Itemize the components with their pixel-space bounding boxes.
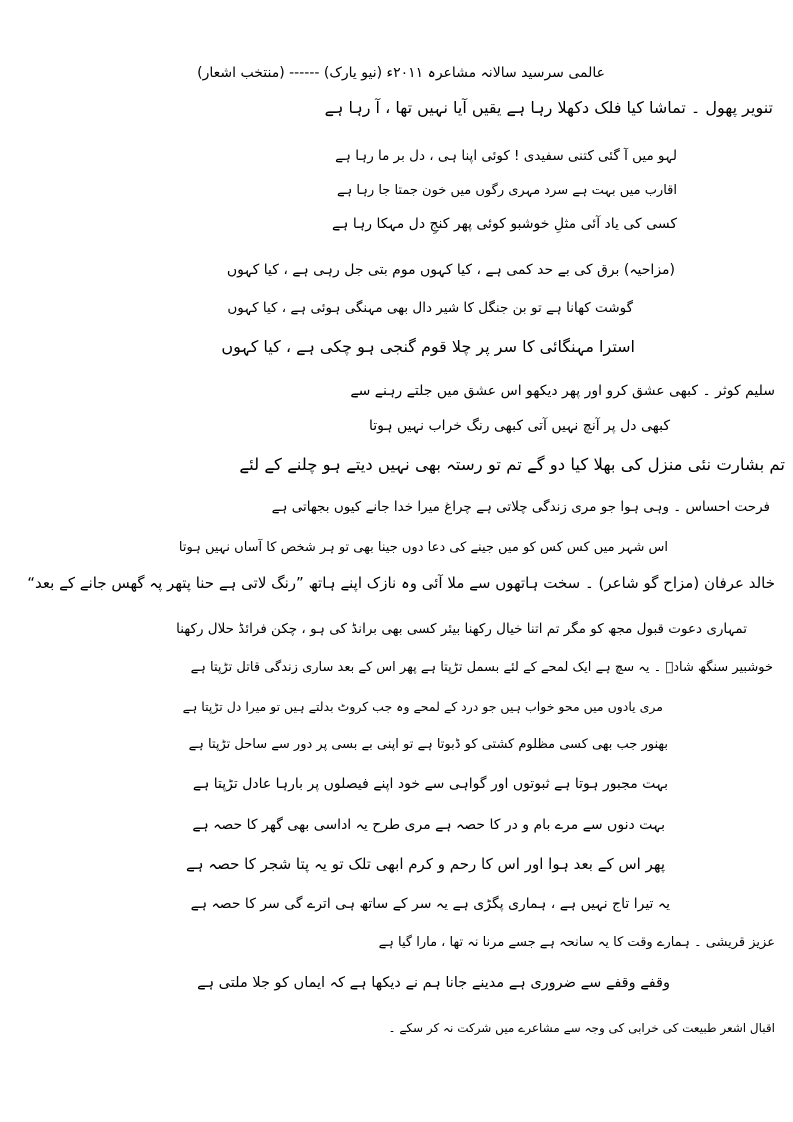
text-line: سلیم کوثر ۔ کبھی عشق کرو اور پھر دیکھو اس عشق میں جلتے رہنے سے (350, 383, 775, 399)
text-line: اس شہر میں کس کس کو میں جینے کی دعا دوں جینا بھی تو ہر شخص کا آساں نہیں ہوتا (178, 540, 668, 555)
text-line: اقبال اشعر طبیعت کی خرابی کی وجہ سے مشاعرے میں شرکت نہ کر سکے ۔ (388, 1021, 775, 1035)
text-line: کسی کی یاد آئی مثلِ خوشبو کوئی پھر کنجِ دل مہکا رہا ہے (331, 216, 677, 232)
text-line: کبھی دل پر آنچ نہیں آتی کبھی رنگ خراب نہیں ہوتا (368, 418, 670, 434)
document-title: عالمی سرسید سالانہ مشاعرہ ۲۰۱۱ء (نیو یارک) ------ (منتخب اشعار) (197, 65, 605, 81)
text-line: خوشبیر سنگھ شادؔ ۔ یہ سچ ہے ایک لمحے کے لئے بسمل تڑپتا ہے پھر اس کے بعد ساری زندگی قاتل تڑپتا ہے (190, 660, 773, 675)
text-line: (مزاحیہ) برق کی بے حد کمی ہے ، کیا کہوں موم بتی جل رہی ہے ، کیا کہوں (226, 262, 675, 278)
text-line: پھر اس کے بعد ہوا اور اس کا رحم و کرم ابھی تلک تو یہ پتا شجر کا حصہ ہے (185, 855, 665, 873)
text-line: خالد عرفان (مزاح گو شاعر) ۔ سخت ہاتھوں سے ملا آئی وہ نازک اپنے ہاتھ ”رنگ لاتی ہے حنا پتھر پہ گھس جانے کے بعد“ (27, 574, 775, 592)
text-line: عزیز قریشی ۔ ہمارے وقت کا یہ سانحہ ہے جسے مرنا نہ تھا ، مارا گیا ہے (378, 935, 775, 950)
text-line: بھنور جب بھی کسی مظلوم کشتی کو ڈبوتا ہے تو اپنی بے بسی پر دور سے ساحل تڑپتا ہے (188, 737, 668, 752)
text-line: بہت مجبور ہوتا ہے ثبوتوں اور گواہی سے خود اپنے فیصلوں پر بارہا عادل تڑپتا ہے (192, 776, 668, 792)
text-line: وقفے وقفے سے ضروری ہے مدینے جانا ہم نے دیکھا ہے کہ ایماں کو جلا ملتی ہے (197, 975, 670, 991)
text-line: تم بشارت نئی منزل کی بھلا کیا دو گے تم تو رستہ بھی نہیں دیتے ہو چلنے کے لئے (239, 455, 785, 474)
text-line: تمہاری دعوت قبول مجھ کو مگر تم اتنا خیال رکھنا بیئر کسی بھی برانڈ کی ہو ، چکن فرائڈ حلال رکھنا (176, 621, 747, 637)
text-line: گوشت کھانا ہے تو بن جنگل کا شیر دال بھی مہنگی ہوئی ہے ، کیا کہوں (227, 300, 633, 316)
text-line: بہت دنوں سے مرے بام و در کا حصہ ہے مری طرح یہ اداسی بھی گھر کا حصہ ہے (192, 817, 665, 833)
text-line: لہو میں آ گئی کتنی سفیدی ! کوئی اپنا ہی ، دل بر ما رہا ہے (335, 148, 677, 164)
text-line: تنویر پھول ۔ تماشا کیا فلک دکھلا رہا ہے یقیں آیا نہیں تھا ، آ رہا ہے (324, 98, 773, 117)
text-line: یہ تیرا تاج نہیں ہے ، ہماری پگڑی ہے یہ سر کے ساتھ ہی اترے گی سر کا حصہ ہے (190, 896, 670, 912)
text-line: استرا مہنگائی کا سر پر چلا قوم گنجی ہو چکی ہے ، کیا کہوں (221, 337, 635, 356)
text-line: مری یادوں میں محو خواب ہیں جو درد کے لمحے وہ جب کروٹ بدلتے ہیں تو میرا دل تڑپتا ہے (182, 699, 663, 714)
text-line: فرحت احساس ۔ وہی ہوا جو مری زندگی چلاتی ہے چراغ میرا خدا جانے کیوں بجھاتی ہے (271, 499, 770, 515)
text-line: اقارب میں بہت ہے سرد مہری رگوں میں خون جمتا جا رہا ہے (336, 183, 677, 198)
